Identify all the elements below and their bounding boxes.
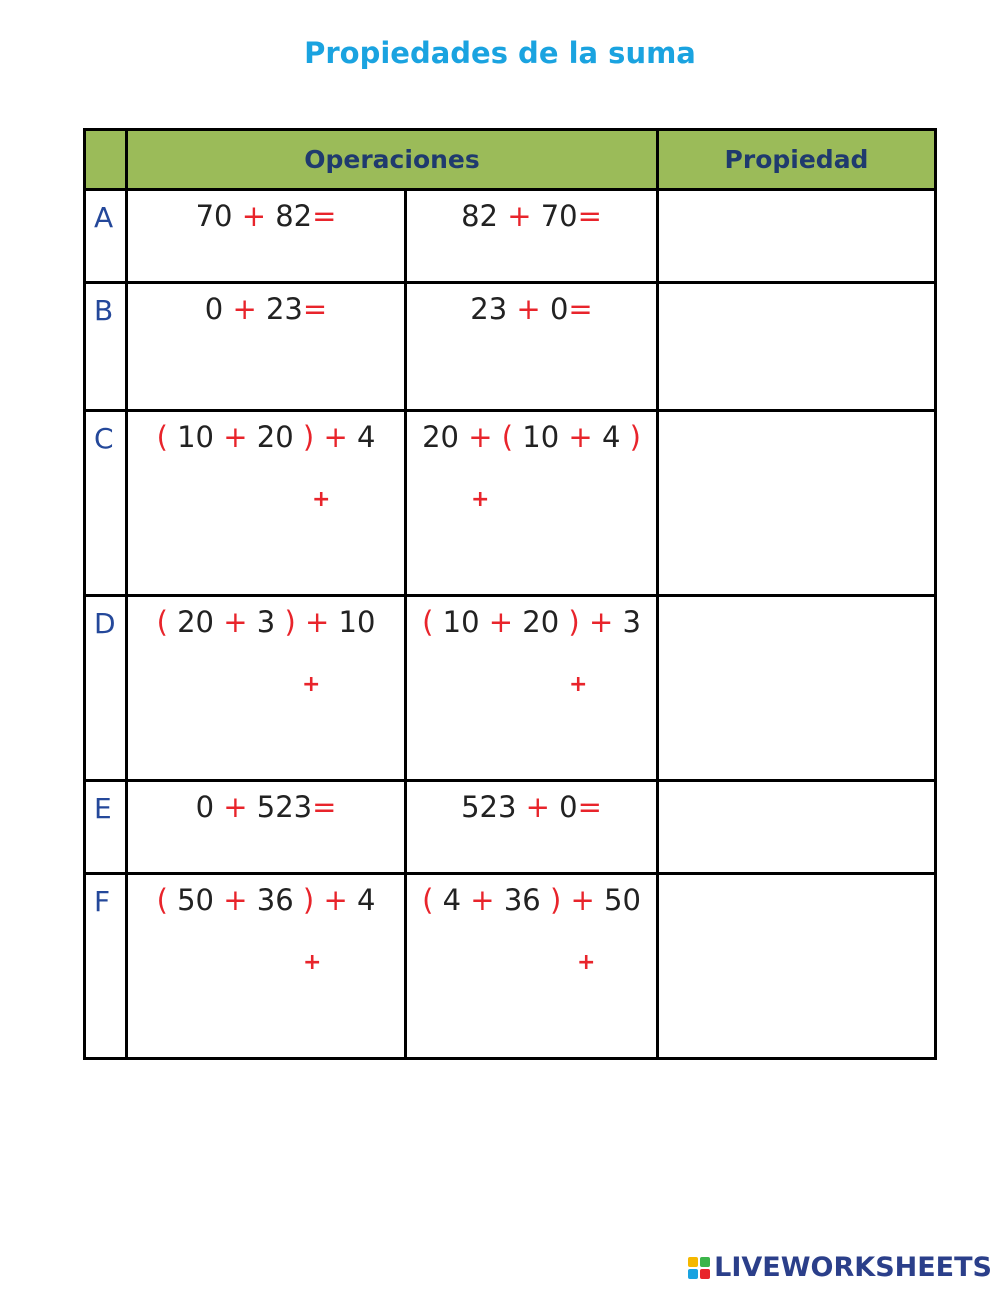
number-token: 4 bbox=[442, 883, 462, 917]
operator-token: + bbox=[323, 420, 348, 454]
row-letter: D bbox=[85, 596, 127, 781]
operator-token: + bbox=[232, 292, 257, 326]
operator-token: + bbox=[470, 883, 495, 917]
operator-token: ( bbox=[422, 883, 434, 917]
operation-expression bbox=[407, 605, 656, 639]
number-token: 0 bbox=[559, 790, 578, 824]
number-token: 3 bbox=[622, 605, 641, 639]
header-propiedad: Propiedad bbox=[658, 130, 936, 190]
table-row bbox=[85, 411, 936, 596]
number-token: 36 bbox=[503, 883, 541, 917]
liveworksheets-logo-icon bbox=[688, 1257, 710, 1279]
property-answer-field[interactable] bbox=[658, 596, 936, 781]
number-token: 10 bbox=[338, 605, 376, 639]
number-token: 82 bbox=[275, 199, 313, 233]
operation-expression bbox=[407, 790, 656, 824]
operation-expression bbox=[407, 420, 656, 454]
operator-token: + bbox=[223, 883, 248, 917]
number-token: 0 bbox=[195, 790, 215, 824]
operator-token: + bbox=[223, 605, 248, 639]
number-token: 523 bbox=[461, 790, 517, 824]
number-token: 70 bbox=[540, 199, 578, 233]
operator-token: = bbox=[577, 790, 602, 824]
operator-token: + bbox=[241, 199, 266, 233]
number-token: 23 bbox=[470, 292, 508, 326]
number-token: 36 bbox=[256, 883, 294, 917]
number-token: 0 bbox=[204, 292, 224, 326]
operation-right bbox=[406, 596, 658, 781]
number-token: 82 bbox=[461, 199, 498, 233]
number-token: 20 bbox=[422, 420, 459, 454]
number-token: 4 bbox=[356, 883, 376, 917]
operation-left bbox=[127, 411, 406, 596]
operator-token: + bbox=[488, 605, 514, 639]
operator-token: = bbox=[302, 292, 328, 326]
number-token: 70 bbox=[195, 199, 233, 233]
operator-token: + bbox=[468, 420, 493, 454]
operator-token: ) bbox=[629, 420, 641, 454]
table-row bbox=[85, 283, 936, 411]
table-row bbox=[85, 596, 936, 781]
operation-expression bbox=[128, 605, 404, 639]
page-title: Propiedades de la suma bbox=[304, 36, 696, 70]
number-token: 20 bbox=[522, 605, 560, 639]
property-answer-field[interactable] bbox=[658, 781, 936, 874]
footer-brand bbox=[688, 1252, 992, 1283]
row-letter: F bbox=[85, 874, 127, 1059]
property-answer-field[interactable] bbox=[658, 874, 936, 1059]
operator-token: + bbox=[304, 605, 330, 639]
operator-token: = bbox=[312, 199, 337, 233]
operator-token: + bbox=[507, 199, 532, 233]
operation-expression bbox=[128, 199, 404, 233]
operator-token: + bbox=[223, 790, 248, 824]
header-row bbox=[85, 130, 936, 190]
operation-expression bbox=[407, 199, 656, 233]
number-token: 10 bbox=[177, 420, 215, 454]
number-token: 20 bbox=[177, 605, 215, 639]
operation-right bbox=[406, 190, 658, 283]
table-row bbox=[85, 874, 936, 1059]
brand-name: LIVEWORKSHEETS bbox=[714, 1252, 992, 1283]
number-token: 10 bbox=[522, 420, 560, 454]
operation-left bbox=[127, 190, 406, 283]
operator-token: + bbox=[588, 605, 614, 639]
row-letter: A bbox=[85, 190, 127, 283]
operator-token: + bbox=[525, 790, 550, 824]
operator-token: + bbox=[516, 292, 541, 326]
row-letter: B bbox=[85, 283, 127, 411]
operation-expression bbox=[128, 420, 404, 454]
operation-left bbox=[127, 596, 406, 781]
sum-plus-sign: + bbox=[471, 487, 490, 512]
table-row bbox=[85, 781, 936, 874]
operation-right bbox=[406, 411, 658, 596]
number-token: 4 bbox=[356, 420, 376, 454]
operator-token: ( bbox=[422, 605, 434, 639]
operator-token: = bbox=[577, 199, 602, 233]
number-token: 523 bbox=[256, 790, 313, 824]
number-token: 50 bbox=[177, 883, 215, 917]
operation-expression bbox=[407, 292, 656, 326]
property-answer-field[interactable] bbox=[658, 190, 936, 283]
operator-token: ( bbox=[156, 605, 168, 639]
sum-plus-sign: + bbox=[302, 672, 321, 697]
number-token: 4 bbox=[601, 420, 621, 454]
operator-token: ) bbox=[302, 883, 315, 917]
row-letter: E bbox=[85, 781, 127, 874]
operation-expression bbox=[128, 883, 404, 917]
operation-expression bbox=[407, 883, 656, 917]
property-answer-field[interactable] bbox=[658, 411, 936, 596]
operator-token: ) bbox=[549, 883, 562, 917]
header-operaciones: Operaciones bbox=[127, 130, 658, 190]
operator-token: + bbox=[323, 883, 348, 917]
operation-expression bbox=[128, 790, 404, 824]
operator-token: ) bbox=[284, 605, 296, 639]
properties-table bbox=[83, 128, 937, 1060]
sum-plus-sign: + bbox=[303, 950, 322, 975]
number-token: 0 bbox=[549, 292, 569, 326]
number-token: 20 bbox=[256, 420, 294, 454]
operator-token: ( bbox=[156, 883, 168, 917]
sum-plus-sign: + bbox=[569, 672, 588, 697]
operator-token: ( bbox=[156, 420, 168, 454]
number-token: 3 bbox=[256, 605, 276, 639]
operator-token: = bbox=[312, 790, 337, 824]
operation-right bbox=[406, 781, 658, 874]
header-corner bbox=[85, 130, 127, 190]
property-answer-field[interactable] bbox=[658, 283, 936, 411]
table-row bbox=[85, 190, 936, 283]
operator-token: = bbox=[568, 292, 593, 326]
operation-right bbox=[406, 283, 658, 411]
operator-token: + bbox=[223, 420, 248, 454]
operator-token: ) bbox=[568, 605, 580, 639]
operator-token: + bbox=[568, 420, 593, 454]
row-letter: C bbox=[85, 411, 127, 596]
number-token: 23 bbox=[265, 292, 303, 326]
sum-plus-sign: + bbox=[577, 950, 596, 975]
operator-token: + bbox=[570, 883, 595, 917]
operation-left bbox=[127, 874, 406, 1059]
operation-left bbox=[127, 781, 406, 874]
operator-token: ) bbox=[302, 420, 315, 454]
number-token: 50 bbox=[604, 883, 641, 917]
number-token: 10 bbox=[442, 605, 480, 639]
operation-left bbox=[127, 283, 406, 411]
operator-token: ( bbox=[501, 420, 514, 454]
operation-right bbox=[406, 874, 658, 1059]
operation-expression bbox=[128, 292, 404, 326]
sum-plus-sign: + bbox=[312, 487, 331, 512]
